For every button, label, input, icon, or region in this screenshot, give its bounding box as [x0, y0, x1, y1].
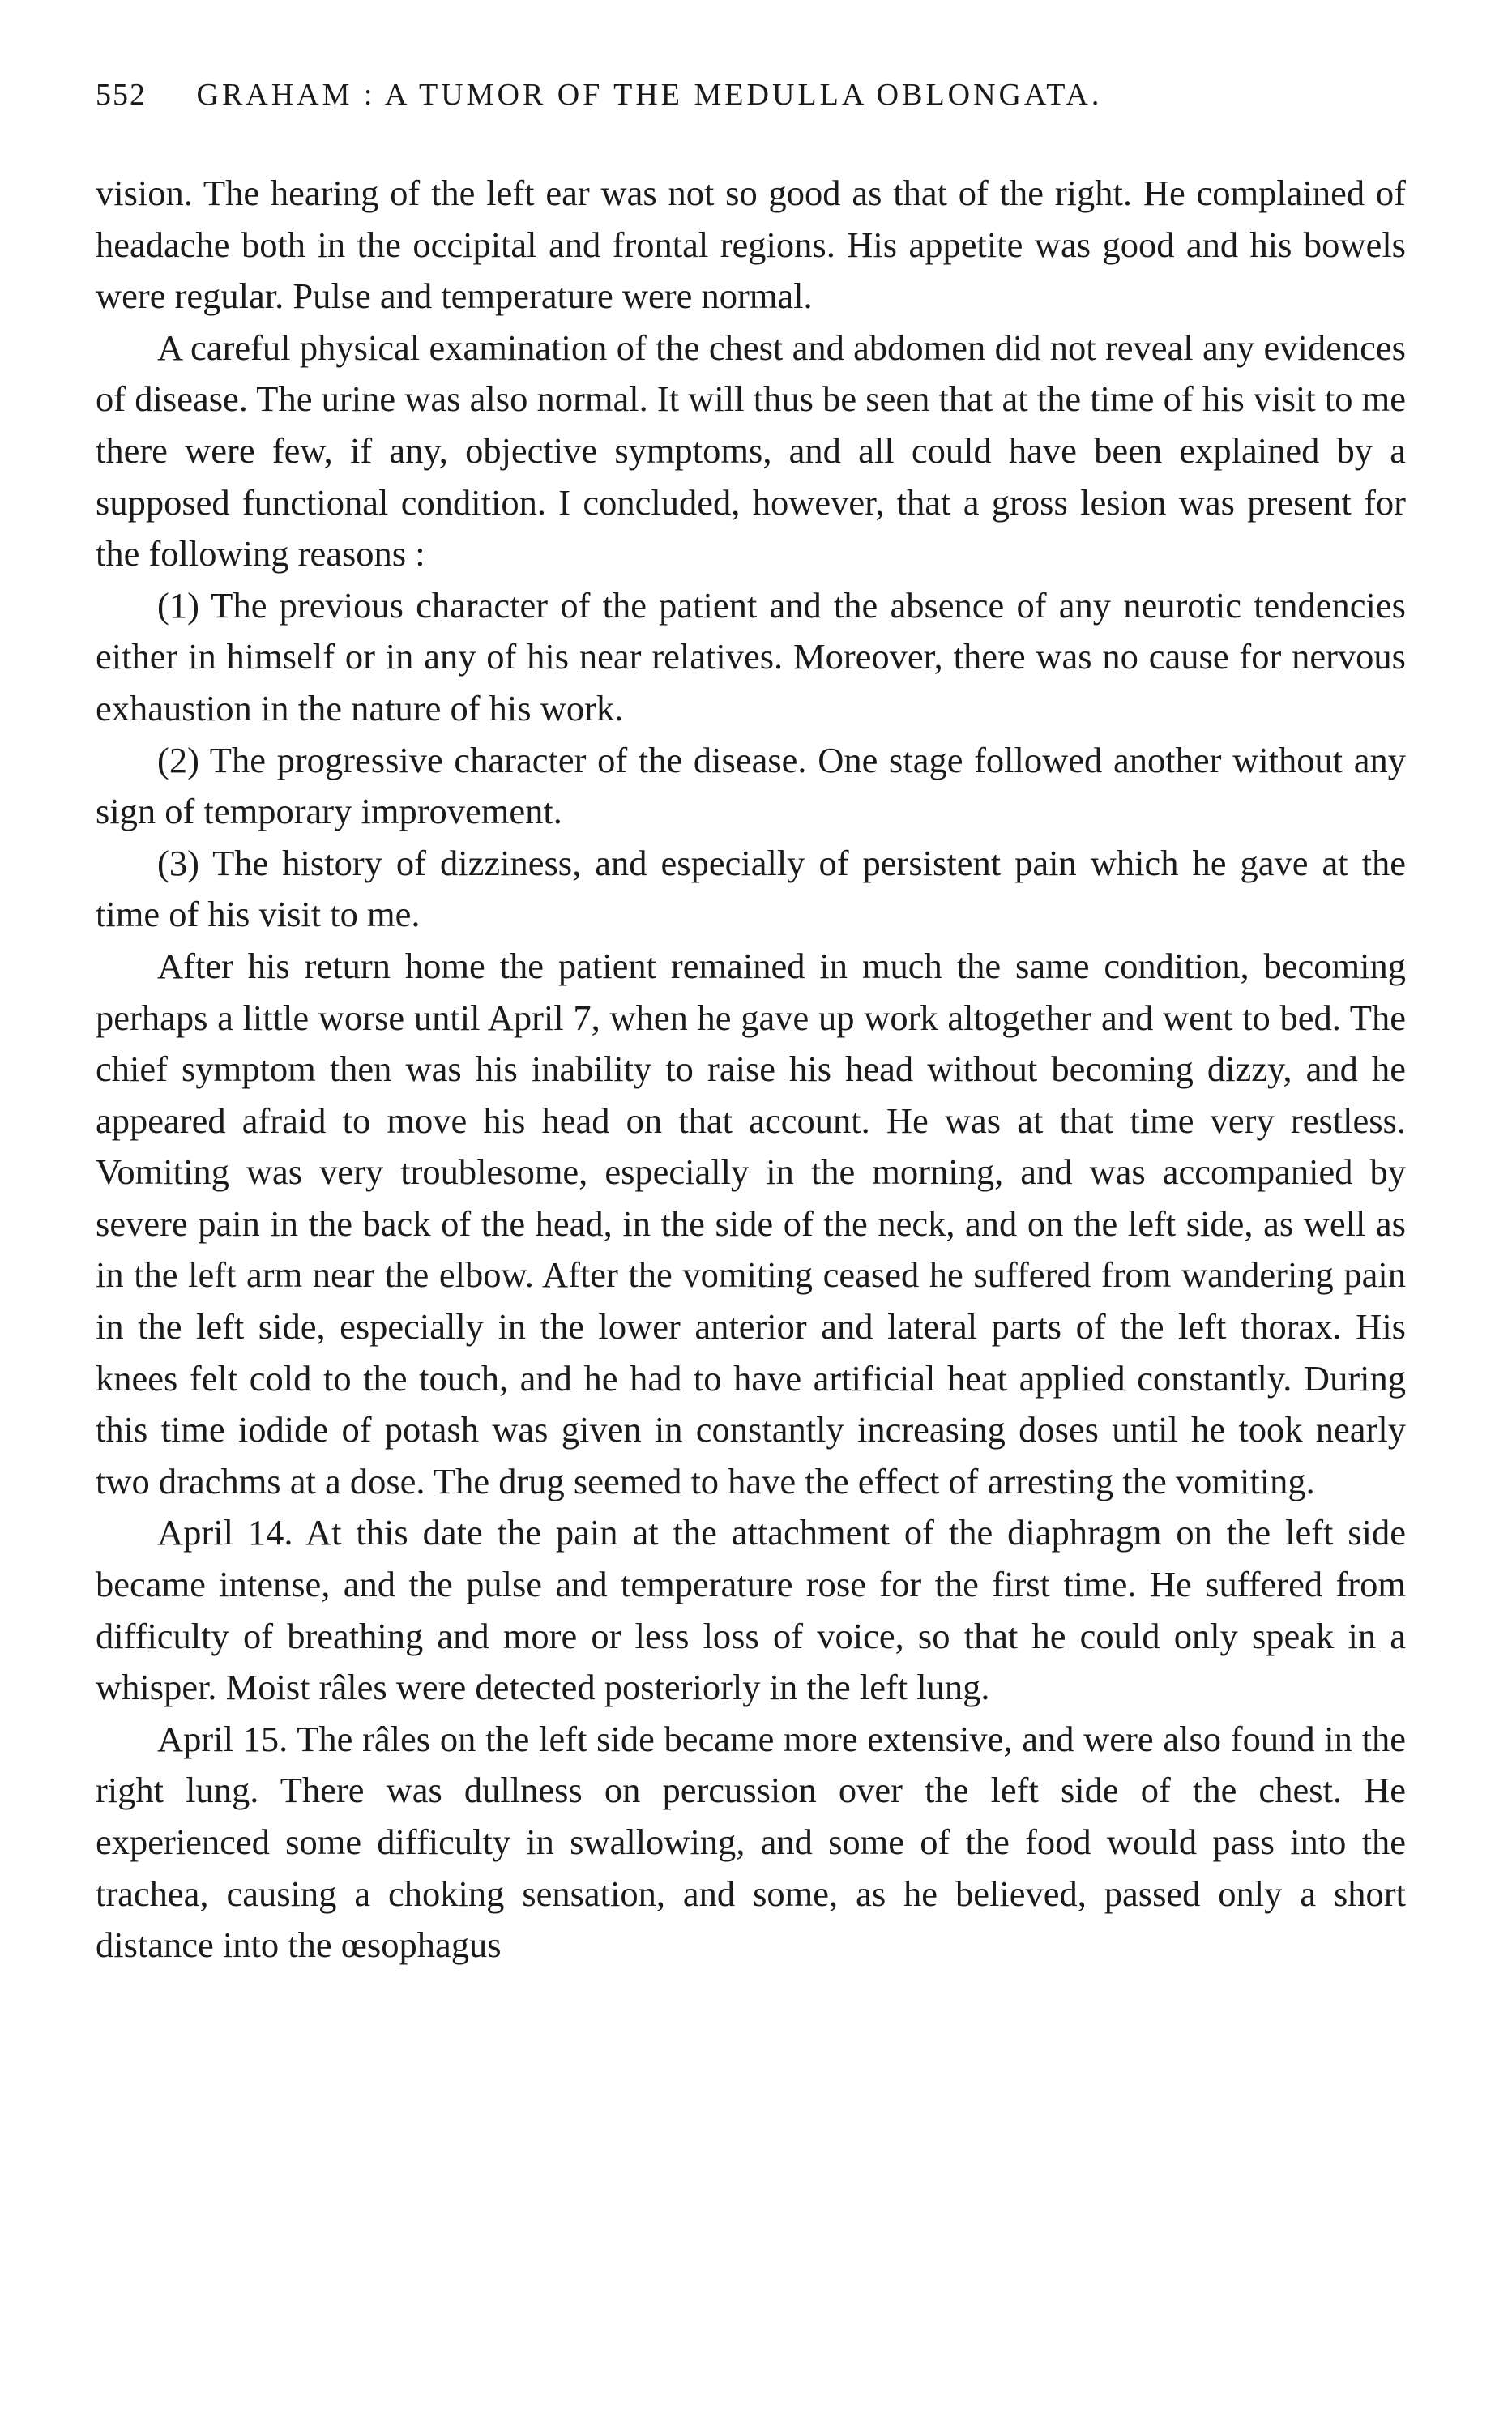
paragraph-reason-2: (2) The progressive character of the disease. One stage followed another without any sign of temporary improvement. — [96, 739, 1406, 832]
paragraph-reason-3: (3) The history of dizziness, and especially of persistent pain which he gave at the time of his visit to me. — [96, 842, 1406, 935]
running-head — [96, 77, 1408, 126]
page-number: 552 — [96, 78, 147, 112]
running-title: GRAHAM : A TUMOR OF THE MEDULLA OBLONGATA. — [196, 78, 1103, 112]
paragraph-after-return: After his return home the patient remained in much the same condition, becoming perhaps a little worse until April 7, when he gave up work altogether and went to bed. The chief symptom then was his inability to raise his head without becoming dizzy, and he appeared afraid to move his head on that account. He was at that time very restless. Vomiting was very troublesome, especially in the morning, and was accompanied by severe pain in the back of the head, in the side of the neck, and on the left side, as well as in the left arm near the elbow. After the vomiting ceased he suffered from wandering pain in the left side, especially in the lower anterior and lateral parts of the left thorax. His knees felt cold to the touch, and he had to have artificial heat applied constantly. During this time iodide of potash was given in constantly increasing doses until he took nearly two drachms at a dose. The drug seemed to have the effect of arresting the vomiting. — [96, 945, 1406, 1501]
paragraph-april-14: April 14. At this date the pain at the attachment of the diaphragm on the left side became intense, and the pulse and temperature rose for the first time. He suffered from difficulty of breathing and more or less loss of voice, so that he could only speak in a whisper. Moist râles were detected posteriorly in the left lung. — [96, 1512, 1406, 1708]
paragraph-reason-1: (1) The previous character of the patient and the absence of any neurotic tendencies either in himself or in any of his near relatives. Moreover, there was no cause for nervous exhaustion in the nature of his work. — [96, 584, 1406, 728]
paragraph-examination: A careful physical examination of the chest and abdomen did not reveal any evidences of disease. The urine was also normal. It will thus be seen that at the time of his visit to me there were few, if any, objective symptoms, and all could have been explained by a supposed functional condition. I concluded, however, that a gross lesion was present for the following reasons : — [96, 327, 1406, 574]
body-text — [96, 168, 1406, 1971]
paragraph-continued: vision. The hearing of the left ear was not so good as that of the right. He complained of headache both in the occipital and frontal regions. His appetite was good and his bowels were regular. Pulse and temperature were normal. — [96, 173, 1406, 317]
paragraph-april-15: April 15. The râles on the left side became more extensive, and were also found in the right lung. There was dullness on percussion over the left side of the chest. He experienced some difficulty in swallowing, and some of the food would pass into the trachea, causing a choking sensation, and some, as he believed, passed only a short distance into the œsophagus — [96, 1718, 1406, 1966]
